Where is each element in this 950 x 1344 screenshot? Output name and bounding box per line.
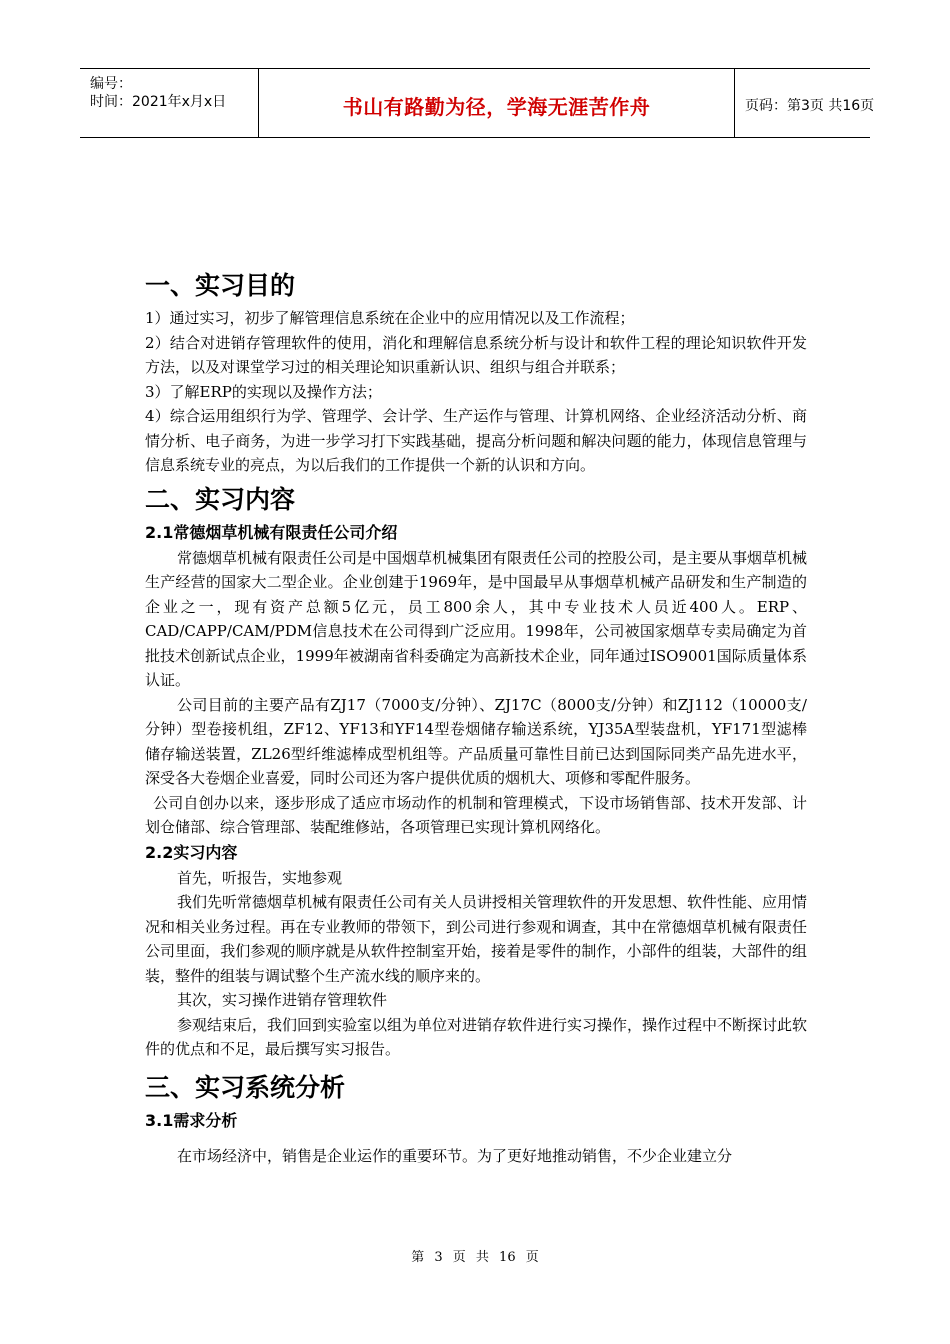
section-2-1-paragraph-3: 公司自创办以来，逐步形成了适应市场动作的机制和管理模式，下设市场销售部、技术开发部、计划仓储部、综合管理部、装配维修站，各项管理已实现计算机网络化。: [145, 793, 807, 836]
section-2-2-paragraph-3: 其次，实习操作进销存管理软件: [177, 991, 388, 1009]
section-2-2-heading: 2.2实习内容: [145, 842, 238, 862]
section-2-2-paragraph-1: 首先，听报告，实地参观: [177, 868, 343, 887]
document-header: [80, 68, 875, 138]
header-page-code: 页码：第3页 共16页: [745, 98, 875, 114]
section-2-heading: 二、实习内容: [145, 484, 296, 514]
section-2-2-paragraph-4: 参观结束后，我们回到实验室以组为单位对进销存软件进行实习操作，操作过程中不断探讨此软件的优点和不足，最后撰写实习报告。: [145, 1015, 808, 1058]
page-footer: 第 3 页 共 16 页: [411, 1250, 539, 1265]
header-motto: 书山有路勤为径，学海无涯苦作舟: [342, 95, 651, 119]
section-1-heading: 一、实习目的: [145, 271, 296, 300]
section-1-item-3: 3）了解ERP的实现以及操作方法；: [145, 382, 382, 401]
header-page-cell: [735, 69, 875, 137]
section-1-item-4: 4）综合运用组织行为学、管理学、会计学、生产运作与管理、计算机网络、企业经济活动分析、商情分析、电子商务，为进一步学习打下实践基础，提高分析问题和解决问题的能力，体现信息管理与信息系统专业的亮点，为以后我们的工作提供一个新的认识和方向。: [145, 407, 807, 474]
document-number-label: 编号：: [90, 76, 132, 92]
section-3-1-paragraph-1: 在市场经济中，销售是企业运作的重要环节。为了更好地推动销售，不少企业建立分: [177, 1146, 733, 1165]
document-body: [145, 266, 807, 1168]
header-info-cell: [80, 69, 259, 137]
document-date-label: 时间：2021年x月x日: [90, 94, 227, 110]
section-1-item-2: 2）结合对进销存管理软件的使用，消化和理解信息系统分析与设计和软件工程的理论知识软件开发方法，以及对课堂学习过的相关理论知识重新认识、组织与组合并联系；: [145, 333, 807, 376]
section-2-1-paragraph-1: 常德烟草机械有限责任公司是中国烟草机械集团有限责任公司的控股公司，是主要从事烟草机械生产经营的国家大二型企业。企业创建于1969年，是中国最早从事烟草机械产品研发和生产制造的企业之一，现有资产总额5亿元，员工800余人，其中专业技术人员近400人。ERP、CAD/CAPP/CAM/PDM信息技术在公司得到广泛应用。1998年，公司被国家烟草专卖局确定为首批技术创新试点企业，1999年被湖南省科委确定为高新技术企业，同年通过ISO9001国际质量体系认证。: [145, 548, 808, 689]
section-1-item-1: 1）通过实习，初步了解管理信息系统在企业中的应用情况以及工作流程；: [145, 309, 635, 327]
section-2-1-heading: 2.1常德烟草机械有限责任公司介绍: [145, 522, 398, 542]
section-2-1-paragraph-2: 公司目前的主要产品有ZJ17（7000支/分钟）、ZJ17C（8000支/分钟）和ZJ112（10000支/分钟）型卷接机组，ZF12、YF13和YF14型卷烟储存输送系统，YJ35A型装盘机，YF171型滤棒储存输送装置，ZL26型纤维滤棒成型机组等。产品质量可靠性目前已达到国际同类产品先进水平，深受各大卷烟企业喜爱，同时公司还为客户提供优质的烟机大、项修和零配件服务。: [145, 695, 807, 787]
section-2-2-paragraph-2: 我们先听常德烟草机械有限责任公司有关人员讲授相关管理软件的开发思想、软件性能、应用情况和相关业务过程。再在专业教师的带领下，到公司进行参观和调查，其中在常德烟草机械有限责任公司里面，我们参观的顺序就是从软件控制室开始，接着是零件的制作，小部件的组装，大部件的组装，整件的组装与调试整个生产流水线的顺序来的。: [145, 893, 808, 985]
section-3-heading: 三、实习系统分析: [145, 1072, 346, 1102]
header-motto-cell: [259, 69, 735, 137]
section-3-1-heading: 3.1需求分析: [145, 1110, 238, 1130]
